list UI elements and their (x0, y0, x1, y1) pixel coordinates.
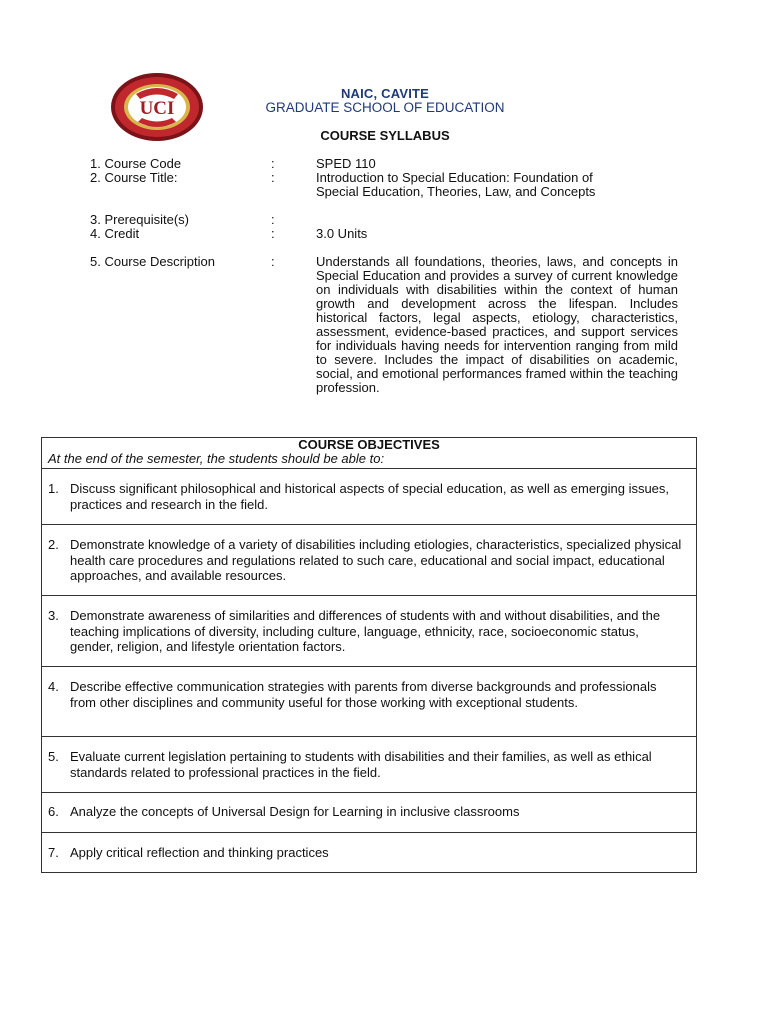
objective-number: 4. (48, 679, 59, 694)
colon: : (271, 156, 275, 171)
school-name: NAIC, CAVITE (340, 86, 430, 101)
seal-lettering: UCI (139, 98, 175, 119)
objective-row (42, 596, 696, 667)
graduate-school-name: GRADUATE SCHOOL OF EDUCATION (265, 100, 505, 115)
course-code-value: SPED 110 (316, 156, 376, 171)
objective-text: Demonstrate knowledge of a variety of disabilities including etiologies, characteristics, specialized physical health care procedures and regulations related to such care, educational and social impact, educational approaches, and available resources. (70, 537, 682, 583)
objective-row (42, 737, 696, 793)
course-objectives-table (41, 437, 697, 873)
objective-text: Apply critical reflection and thinking practices (70, 845, 329, 860)
objective-number: 5. (48, 749, 59, 764)
objectives-title: COURSE OBJECTIVES (298, 437, 440, 452)
objective-number: 3. (48, 608, 59, 623)
objective-text: Discuss significant philosophical and historical aspects of special education, as well as emerging issues, practices and research in the field. (70, 481, 670, 512)
objective-row (42, 793, 696, 833)
objective-number: 2. (48, 537, 59, 552)
document-title: COURSE SYLLABUS (320, 128, 450, 143)
objective-number: 1. (48, 481, 59, 496)
course-description-text: Understands all foundations, theories, laws, and concepts in Special Education and provides a survey of current knowledge on individuals with disabilities within the context of human growth and development across the lifespan. Includes historical factors, legal aspects, etiology, characteristics, assessment, evidence-based practices, and support services for individuals having needs for intervention ranging from mild to severe. Includes the impact of disabilities on academic, social, and emotional performances framed within the teaching profession. (316, 254, 678, 395)
course-title-value-line1: Introduction to Special Education: Foundation of (316, 170, 593, 185)
credit-label: 4. Credit (90, 226, 140, 241)
objective-row (42, 525, 696, 596)
objective-text: Evaluate current legislation pertaining to students with disabilities and their families, as well as ethical standards related to professional practices in the field. (70, 749, 652, 780)
objective-number: 6. (48, 804, 59, 819)
objective-row (42, 833, 696, 872)
course-title-value-line2: Special Education, Theories, Law, and Concepts (316, 184, 596, 199)
colon: : (271, 254, 275, 269)
description-label: 5. Course Description (90, 254, 215, 269)
objectives-subtitle: At the end of the semester, the students should be able to: (48, 451, 385, 466)
objective-number: 7. (48, 845, 59, 860)
colon: : (271, 226, 275, 241)
credit-value: 3.0 Units (316, 226, 368, 241)
colon: : (271, 170, 275, 185)
course-code-label: 1. Course Code (90, 156, 182, 171)
school-seal-logo (110, 72, 204, 142)
objective-text: Demonstrate awareness of similarities and differences of students with and without disabilities, and the teaching implications of diversity, including culture, language, ethnicity, race, socioeconomic status, gender, religion, and lifestyle orientation factors. (70, 608, 661, 654)
colon: : (271, 212, 275, 227)
objective-text: Describe effective communication strategies with parents from diverse backgrounds and professionals from other disciplines and community useful for those working with exceptional students. (70, 679, 657, 710)
objective-row (42, 667, 696, 737)
prerequisite-label: 3. Prerequisite(s) (90, 212, 189, 227)
objective-row (42, 469, 696, 525)
objectives-header (42, 438, 696, 469)
course-title-label: 2. Course Title: (90, 170, 178, 185)
objective-text: Analyze the concepts of Universal Design for Learning in inclusive classrooms (70, 804, 520, 819)
